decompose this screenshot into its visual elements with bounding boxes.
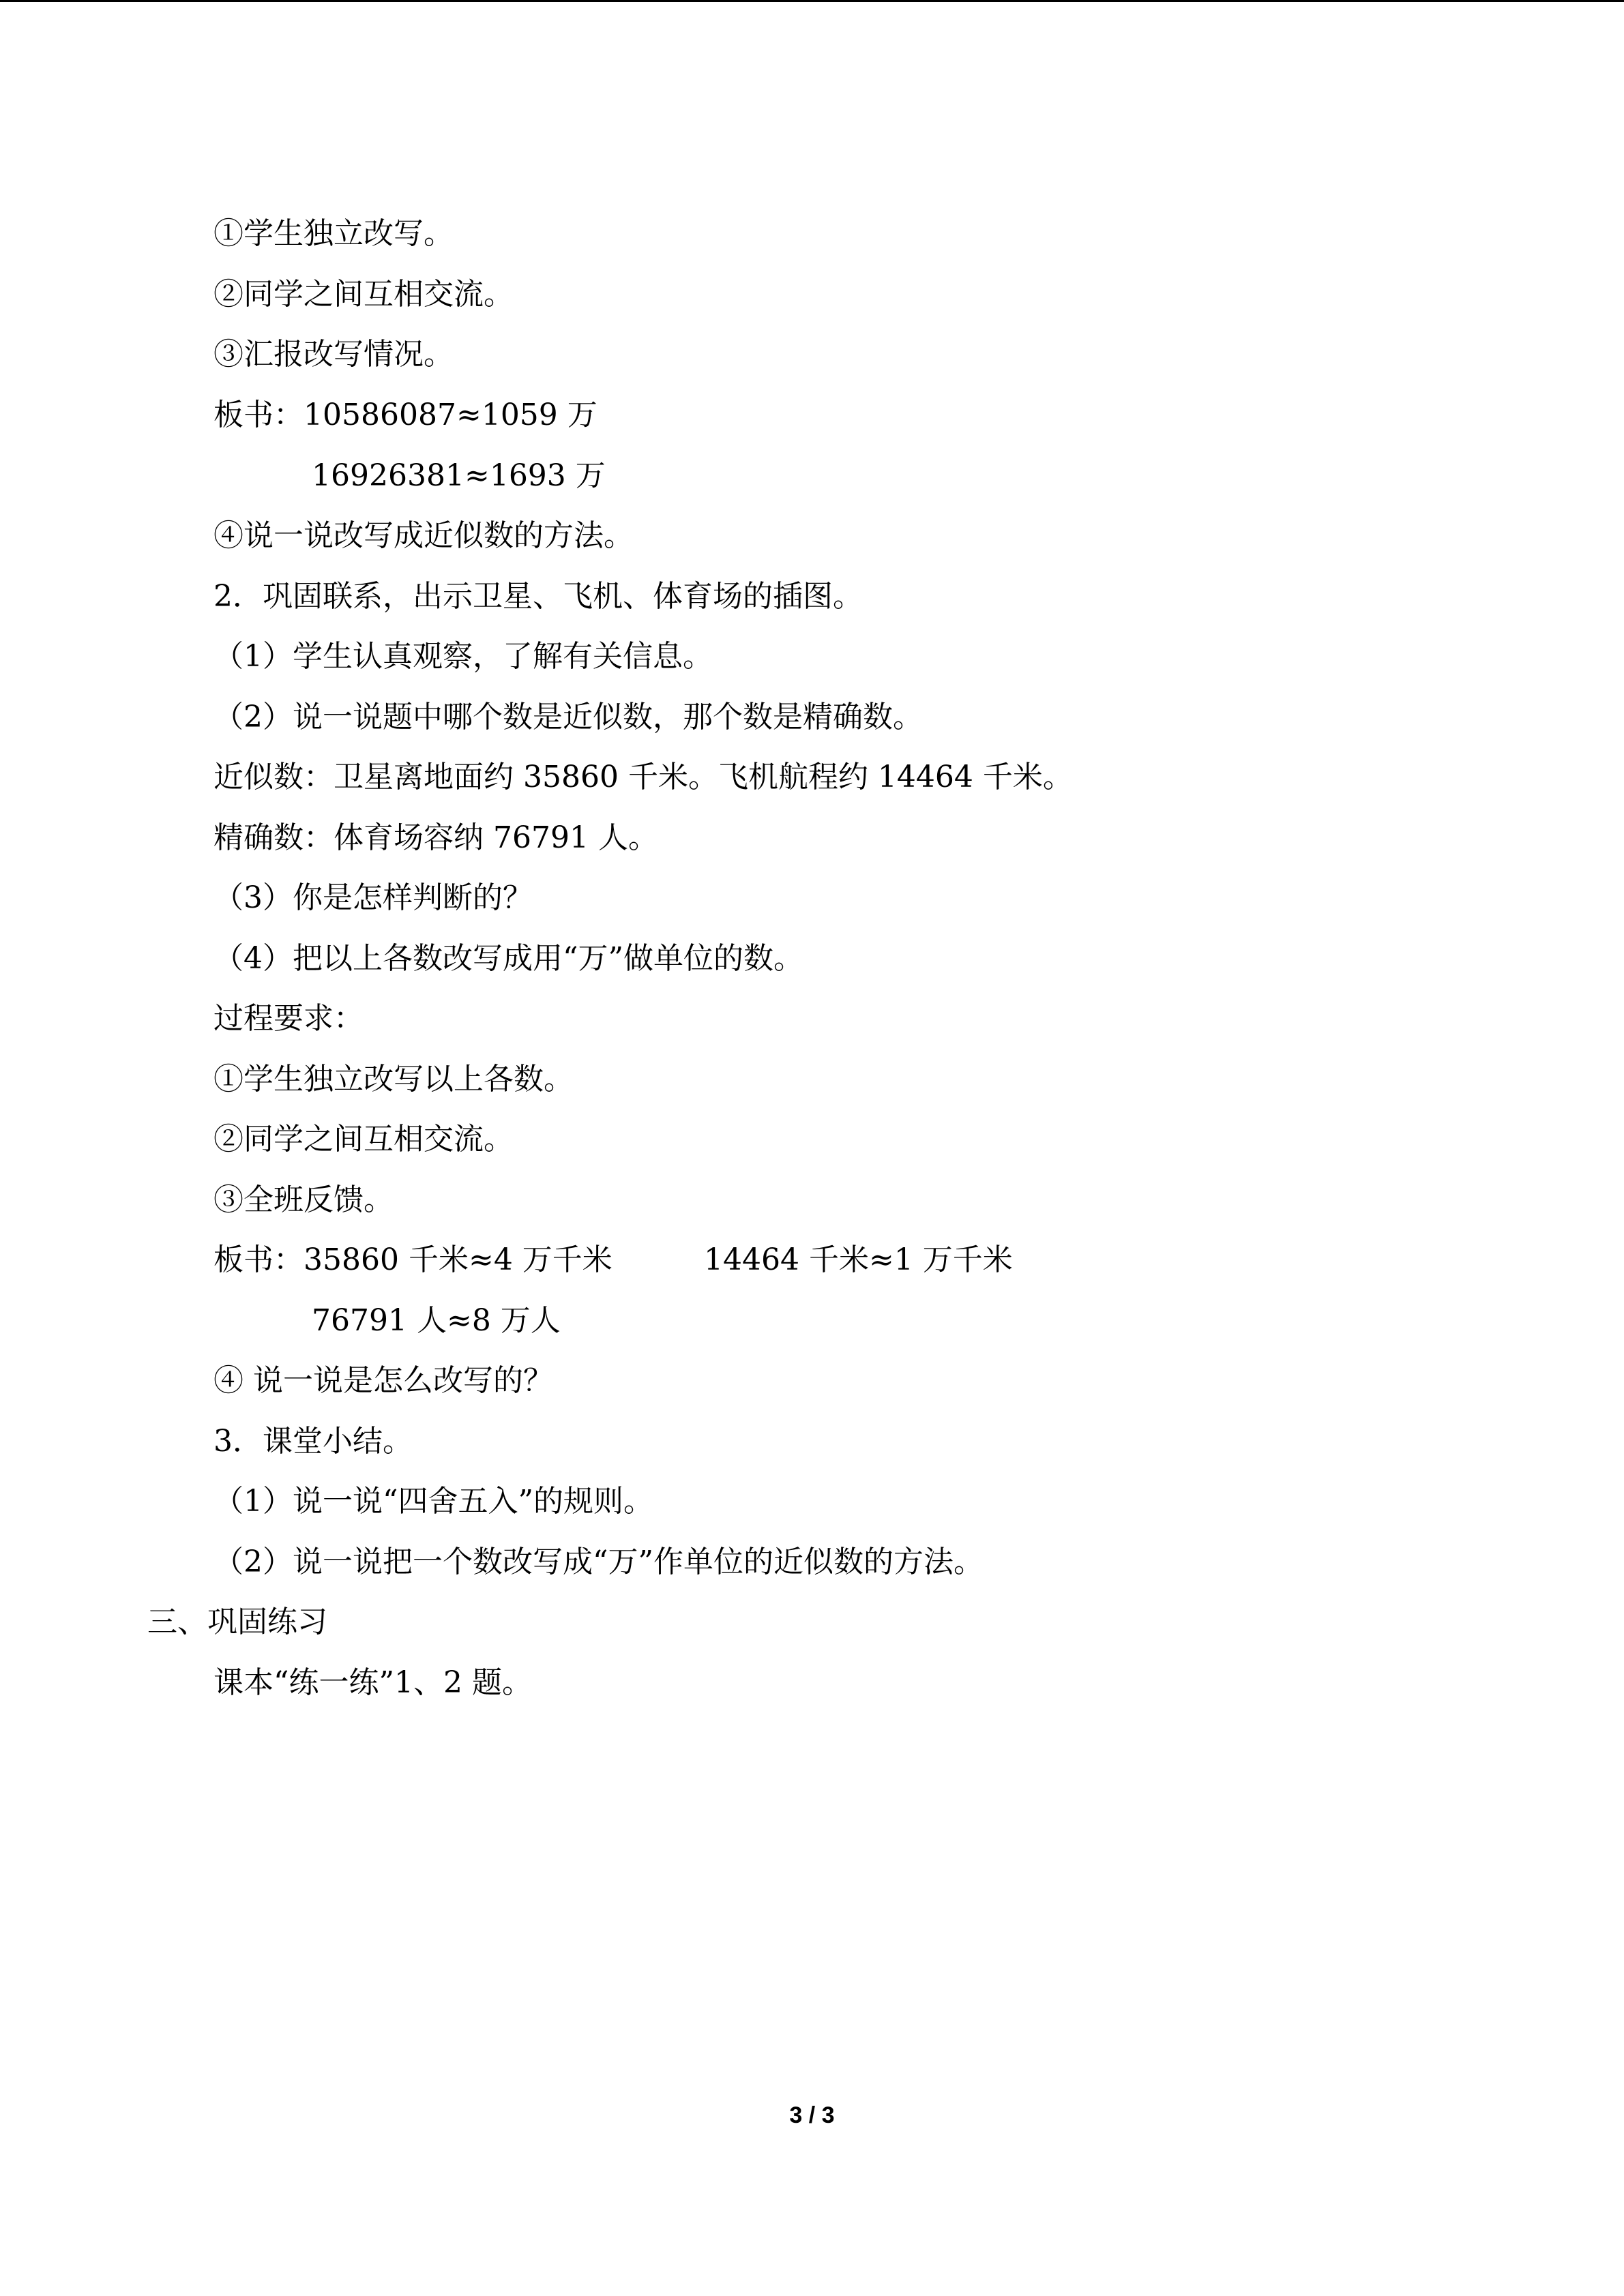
text-line-8: 精确数：体育场容纳 76791 人。 [213,820,658,855]
text-line-17: （2）说一说把一个数改写成“万”作单位的近似数的方法。 [213,1545,984,1579]
board-line-5: 76791 人≈8 万人 [312,1303,561,1338]
section-heading-3: 3．课堂小结。 [213,1424,413,1459]
section-heading-practice: 三、巩固练习 [147,1605,327,1639]
board-line-2: 16926381≈1693 万 [312,458,606,493]
board-line-1: 板书：10586087≈1059 万 [213,398,597,432]
text-line-2: ②同学之间互相交流。 [213,277,514,312]
text-line-10: （4）把以上各数改写成用“万”做单位的数。 [213,941,803,976]
text-line-18: 课本“练一练”1、2 题。 [213,1665,532,1700]
text-line-14: ③全班反馈。 [213,1182,394,1217]
text-line-13: ②同学之间互相交流。 [213,1122,514,1157]
text-line-15: ④ 说一说是怎么改写的？ [213,1363,553,1398]
text-line-9: （3）你是怎样判断的？ [213,880,533,915]
board-line-3: 板书：35860 千米≈4 万千米 [213,1242,612,1277]
text-line-11: 过程要求： [213,1001,364,1036]
board-line-4: 14464 千米≈1 万千米 [704,1242,1013,1277]
text-line-1: ①学生独立改写。 [213,216,454,251]
section-heading-2: 2．巩固联系，出示卫星、飞机、体育场的插图。 [213,579,863,614]
text-line-3: ③汇报改写情况。 [213,337,454,372]
text-line-5: （1）学生认真观察，了解有关信息。 [213,639,713,674]
page-number: 3 / 3 [789,2102,835,2128]
text-line-7: 近似数：卫星离地面约 35860 千米。飞机航程约 14464 千米。 [213,760,1073,794]
text-line-12: ①学生独立改写以上各数。 [213,1062,574,1097]
text-line-16: （1）说一说“四舍五入”的规则。 [213,1484,653,1519]
text-line-6: （2）说一说题中哪个数是近似数，那个数是精确数。 [213,700,923,734]
text-line-4: ④说一说改写成近似数的方法。 [213,518,634,553]
